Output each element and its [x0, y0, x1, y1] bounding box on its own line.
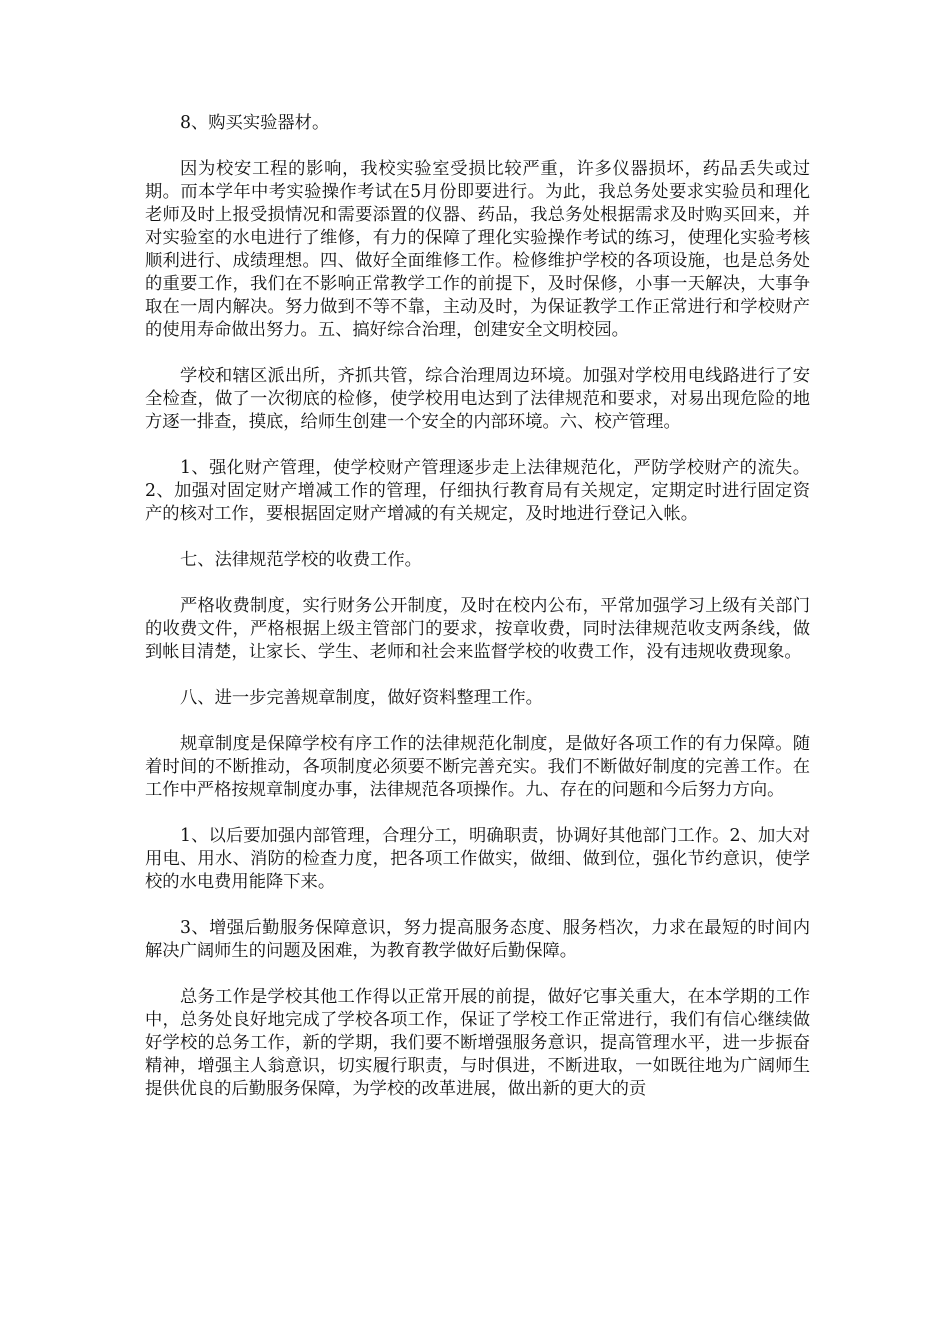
paragraph-rules-system: 规章制度是保障学校有序工作的法律规范化制度，是做好各项工作的有力保障。随着时间的不断推动，各项制度必须要不断完善充实。我们不断做好制度的完善工作。在工作中严格按规章制度办事，法律规范各项操作。九、存在的问题和今后努力方向。 — [145, 734, 810, 800]
paragraph-rules-heading: 八、进一步完善规章制度，做好资料整理工作。 — [180, 688, 543, 708]
document-body — [145, 112, 810, 1101]
paragraph-lab-repair: 因为校安工程的影响，我校实验室受损比较严重，许多仪器损坏，药品丢失或过期。而本学年中考实验操作考试在5月份即要进行。为此，我总务处要求实验员和理化老师及时上报受损情况和需要添置的仪器、药品，我总务处根据需求及时购买回来，并对实验室的水电进行了维修，有力的保障了理化实验操作考试的练习，使理化实验考核顺利进行、成绩理想。四、做好全面维修工作。检修维护学校的各项设施，也是总务处的重要工作，我们在不影响正常教学工作的前提下，及时保修，小事一天解决，大事争取在一周内解决。努力做到不等不靠，主动及时，为保证教学工作正常进行和学校财产的使用寿命做出努力。五、搞好综合治理，创建安全文明校园。 — [145, 159, 810, 340]
paragraph-improvement-3: 3、增强后勤服务保障意识，努力提高服务态度、服务档次，力求在最短的时间内解决广阔师生的问题及困难，为教育教学做好后勤保障。 — [145, 918, 810, 961]
paragraph-fees-heading: 七、法律规范学校的收费工作。 — [180, 550, 422, 570]
paragraph-property-management: 1、强化财产管理，使学校财产管理逐步走上法律规范化，严防学校财产的流失。2、加强对固定财产增减工作的管理，仔细执行教育局有关规定，定期定时进行固定资产的核对工作，要根据固定财产增减的有关规定，及时地进行登记入帐。 — [145, 458, 810, 524]
paragraph-item-8-heading: 8、购买实验器材。 — [180, 113, 330, 133]
paragraph-safety-governance: 学校和辖区派出所，齐抓共管，综合治理周边环境。加强对学校用电线路进行了安全检查，做了一次彻底的检修，使学校用电达到了法律规范和要求，对易出现危险的地方逐一排查，摸底，给师生创建一个安全的内部环境。六、校产管理。 — [145, 366, 810, 432]
paragraph-fees-policy: 严格收费制度，实行财务公开制度，及时在校内公布，平常加强学习上级有关部门的收费文件，严格根据上级主管部门的要求，按章收费，同时法律规范收支两条线，做到帐目清楚，让家长、学生、老师和社会来监督学校的收费工作，没有违规收费现象。 — [145, 596, 810, 662]
paragraph-improvement-1-2: 1、以后要加强内部管理，合理分工，明确职责，协调好其他部门工作。2、加大对用电、用水、消防的检查力度，把各项工作做实，做细、做到位，强化节约意识，使学校的水电费用能降下来。 — [145, 826, 810, 892]
paragraph-conclusion: 总务工作是学校其他工作得以正常开展的前提，做好它事关重大，在本学期的工作中，总务处良好地完成了学校各项工作，保证了学校工作正常进行，我们有信心继续做好学校的总务工作，新的学期，我们要不断增强服务意识，提高管理水平，进一步振奋精神，增强主人翁意识，切实履行职责，与时俱进，不断进取，一如既往地为广阔师生提供优良的后勤服务保障，为学校的改革进展，做出新的更大的贡 — [145, 987, 810, 1099]
